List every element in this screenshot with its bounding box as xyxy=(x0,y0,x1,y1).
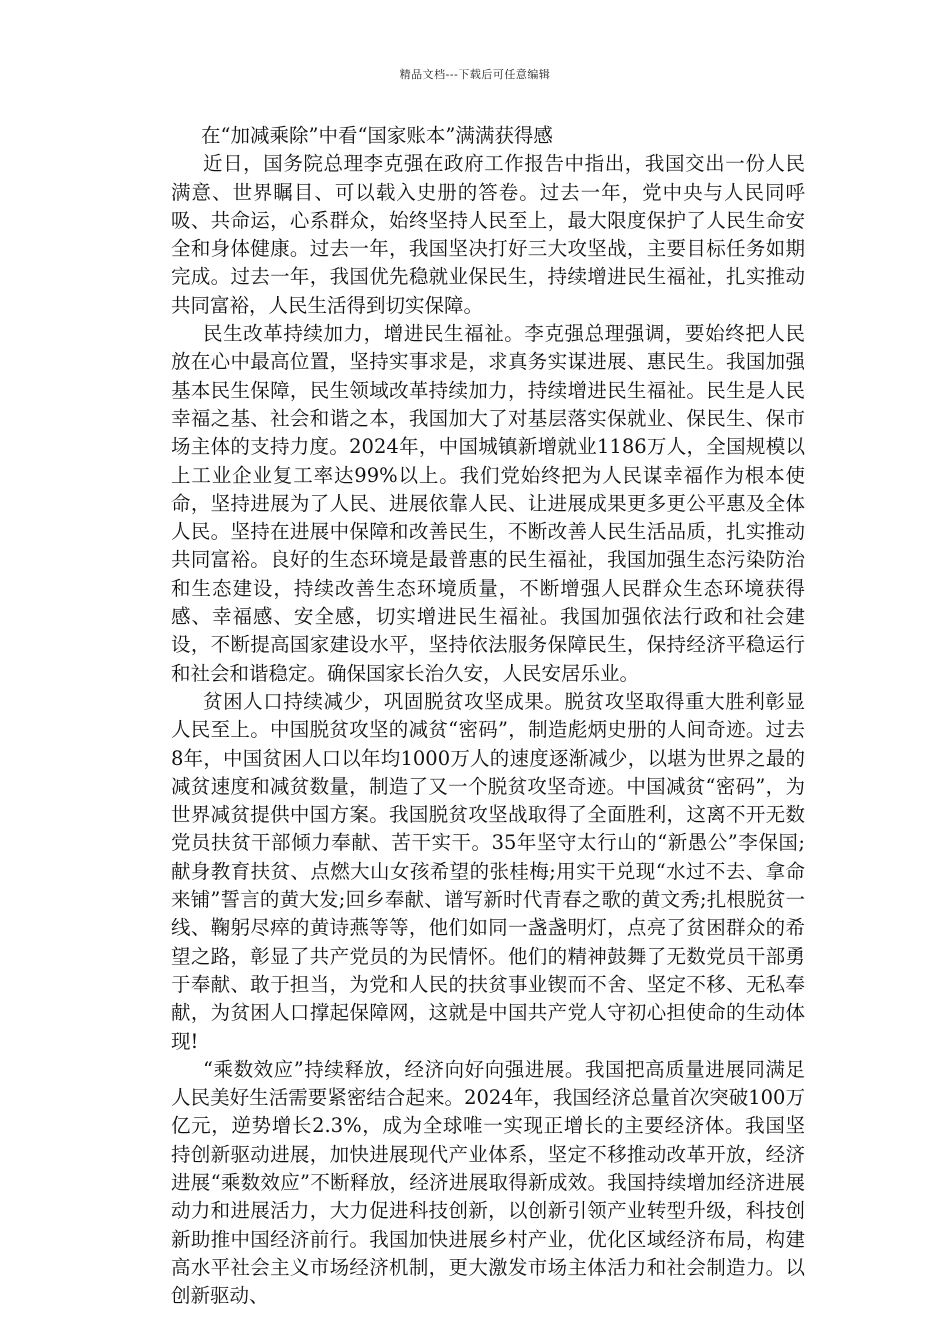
paragraph-economy: “乘数效应”持续释放，经济向好向强进展。我国把高质量进展同满足人民美好生活需要紧密结合起来。2024年，我国经济总量首次突破100万亿元，逆势增长2.3%，成为全球唯一实现正增长的主要经济体。我国坚持创新驱动进展，加快进展现代产业体系，坚定不移推动改革开放，经济进展“乘数效应”不断释放，经济进展取得新成效。我国持续增加经济进展动力和进展活力，大力促进科技创新，以创新引领产业转型升级，科技创新助推中国经济前行。我国加快进展乡村产业，优化区域经济布局，构建高水平社会主义市场经济机制，更大激发市场主体活力和社会制造力。以创新驱动、 xyxy=(171,1057,805,1308)
document-body xyxy=(171,122,805,1310)
document-title: 在“加减乘除”中看“国家账本”满满获得感 xyxy=(201,124,553,147)
paragraph-livelihood: 民生改革持续加力，增进民生福祉。李克强总理强调，要始终把人民放在心中最高位置，坚持实事求是，求真务实谋进展、惠民生。我国加强基本民生保障，民生领域改革持续加力，持续增进民生福祉。民生是人民幸福之基、社会和谐之本，我国加大了对基层落实保就业、保民生、保市场主体的支持力度。2024年，中国城镇新增就业1186万人，全国规模以上工业企业复工率达99%以上。我们党始终把为人民谋幸福作为根本使命，坚持进展为了人民、进展依靠人民、让进展成果更多更公平惠及全体人民。坚持在进展中保障和改善民生，不断改善人民生活品质，扎实推动共同富裕。良好的生态环境是最普惠的民生福祉，我国加强生态污染防治和生态建设，持续改善生态环境质量，不断增强人民群众生态环境获得感、幸福感、安全感，切实增进民生福祉。我国加强依法行政和社会建设，不断提高国家建设水平，坚持依法服务保障民生，保持经济平稳运行和社会和谐稳定。确保国家长治久安，人民安居乐业。 xyxy=(171,322,805,685)
paragraph-poverty: 贫困人口持续减少，巩固脱贫攻坚成果。脱贫攻坚取得重大胜利彰显人民至上。中国脱贫攻坚的减贫“密码”，制造彪炳史册的人间奇迹。过去8年，中国贫困人口以年均1000万人的速度逐渐减少，以堪为世界之最的减贫速度和减贫数量，制造了又一个脱贫攻坚奇迹。中国减贫“密码”，为世界减贫提供中国方案。我国脱贫攻坚战取得了全面胜利，这离不开无数党员扶贫干部倾力奉献、苦干实干。35年坚守太行山的“新愚公”李保国;献身教育扶贫、点燃大山女孩希望的张桂梅;用实干兑现“水过不去、拿命来铺”誓言的黄大发;回乡奉献、谱写新时代青春之歌的黄文秀;扎根脱贫一线、鞠躬尽瘁的黄诗燕等等，他们如同一盏盏明灯，点亮了贫困群众的希望之路，彰显了共产党员的为民情怀。他们的精神鼓舞了无数党员干部勇于奉献、敢于担当，为党和人民的扶贫事业锲而不舍、坚定不移、无私奉献，为贫困人口撑起保障网，这就是中国共产党人守初心担使命的生动体现! xyxy=(171,689,805,1053)
page-header: 精品文档---下载后可任意编辑 xyxy=(399,68,551,81)
paragraph-intro: 近日，国务院总理李克强在政府工作报告中指出，我国交出一份人民满意、世界瞩目、可以载入史册的答卷。过去一年，党中央与人民同呼吸、共命运，心系群众，始终坚持人民至上，最大限度保护了人民生命安全和身体健康。过去一年，我国坚决打好三大攻坚战，主要目标任务如期完成。过去一年，我国优先稳就业保民生，持续增进民生福祉，扎实推动共同富裕，人民生活得到切实保障。 xyxy=(171,152,805,317)
